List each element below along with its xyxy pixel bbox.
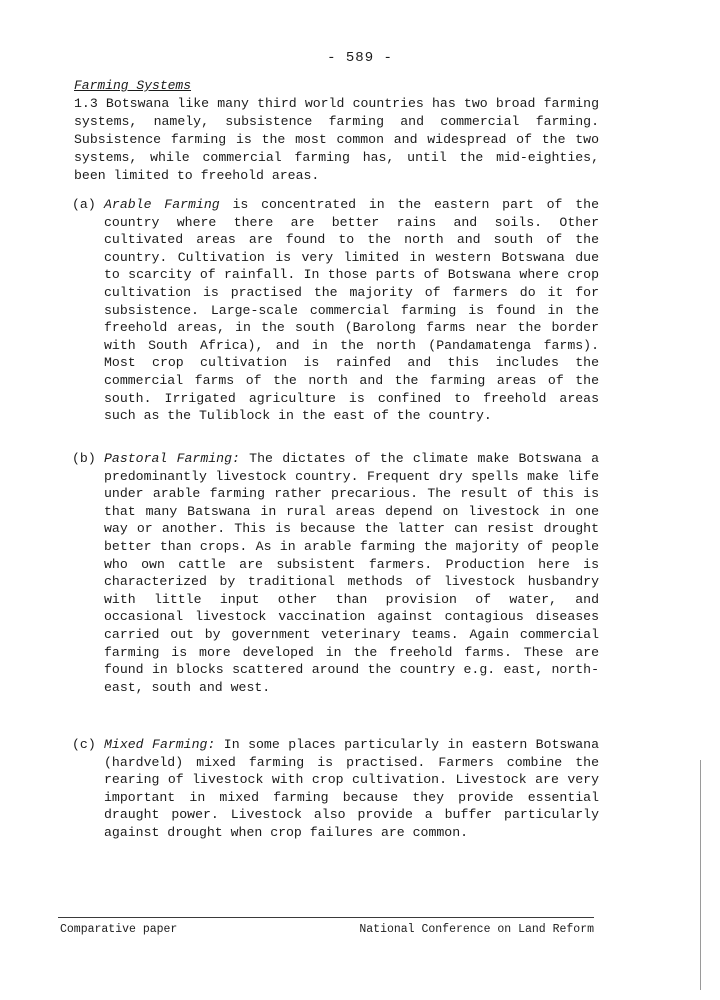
item-title: Pastoral Farming: [104, 451, 240, 466]
item-marker: (b) [72, 451, 96, 466]
item-title: Mixed Farming: [104, 737, 216, 752]
item-text: is concentrated in the eastern part of the country where there are better rains and soils. Other cultivated areas are found to the north and south of the country. Cultivation is very limited in western Botswana due to scarcity of rainfall. In those parts of Botswana where crop cultivation is practised the majority of farmers do it for subsistence. Large-scale commercial farming is found in the freehold areas, in the south (Barolong farms near the border with South Africa), and in the north (Pandamatenga farms). Most crop cultivation is rainfed and this includes the commercial farms of the north and the farming areas of the south. Irrigated agriculture is confined to freehold areas such as the Tuliblock in the east of the country. [104, 197, 599, 424]
item-marker: (c) [72, 737, 96, 752]
item-marker: (a) [72, 197, 96, 212]
item-body [104, 736, 599, 842]
item-text: In some places particularly in eastern Botswana (hardveld) mixed farming is practised. Farmers combine the rearing of livestock with crop cultivation. Livestock are very important in mixed farming because they provide essential draught power. Livestock also provide a buffer particularly against drought when crop failures are common. [104, 737, 599, 840]
item-title: Arable Farming [104, 197, 220, 212]
footer-left-text: Comparative paper [60, 923, 178, 936]
item-text: The dictates of the climate make Botswana a predominantly livestock country. Frequent dry spells make life under arable farming rather precarious. The result of this is that many Batswana in rural areas depend on livestock in one way or another. This is because the latter can resist drought better than crops. As in arable farming the majority of people who own cattle are subsistent farmers. Production here is characterized by traditional methods of livestock husbandry with little input other than provision of water, and occasional livestock vaccination against contagious diseases carried out by government veterinary teams. Again commercial farming is more developed in the freehold farms. These are found in blocks scattered around the country e.g. east, north-east, south and west. [104, 451, 599, 695]
page-number: - 589 - [327, 50, 393, 66]
intro-paragraph: 1.3 Botswana like many third world countries has two broad farming systems, namely, subsistence farming and commercial farming. Subsistence farming is the most common and widespread of the two systems, while commercial farming has, until the mid-eighties, been limited to freehold areas. [74, 96, 599, 183]
footer-divider [58, 917, 594, 918]
item-body [104, 196, 599, 425]
footer-right-text: National Conference on Land Reform [359, 923, 594, 936]
section-heading: Farming Systems [74, 78, 192, 93]
margin-scan-line [700, 760, 701, 990]
item-body [104, 450, 599, 696]
